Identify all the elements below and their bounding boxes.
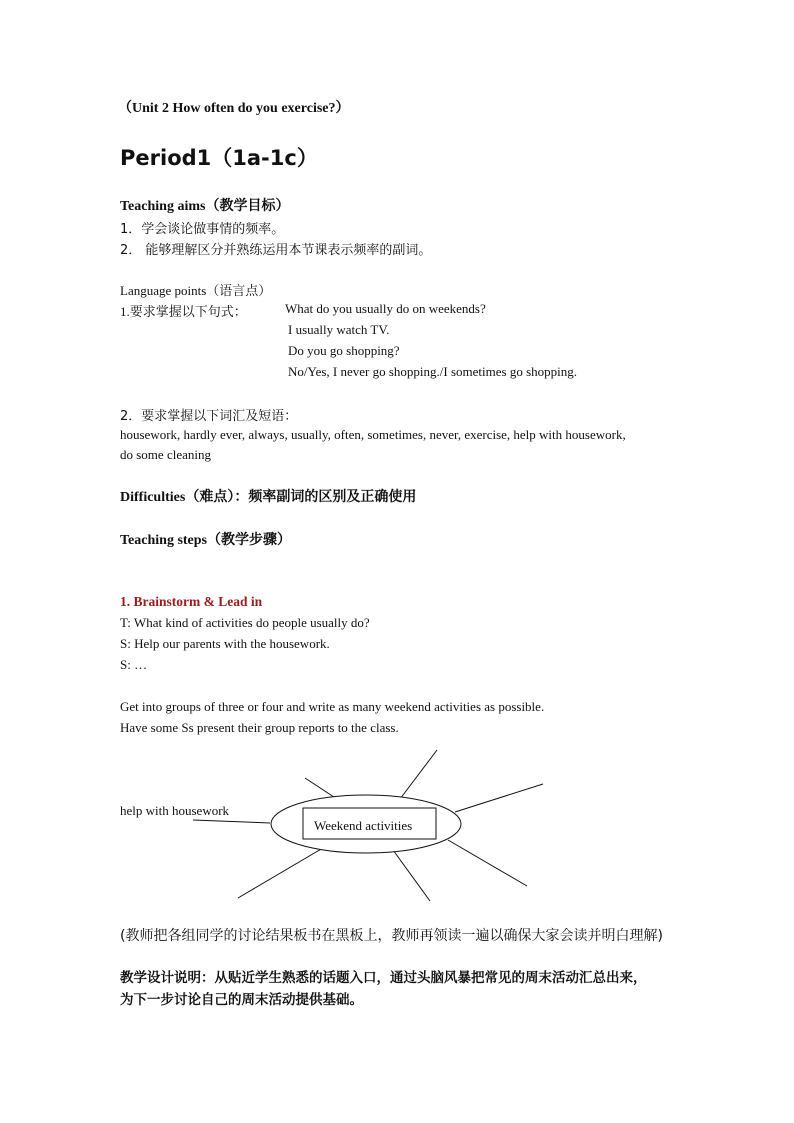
vocab-line-1: housework, hardly ever, always, usually, often, sometimes, never, exercise, help with housework,: [120, 427, 626, 442]
sentence-4: No/Yes, I never go shopping./I sometimes go shopping.: [288, 364, 578, 379]
teaching-aims-heading: Teaching aims（教学目标）: [120, 199, 290, 214]
mindmap-branch-top: [400, 750, 437, 799]
unit-title: （Unit 2 How often do you exercise?）: [118, 101, 350, 116]
sentence-2: I usually watch TV.: [288, 322, 390, 337]
language-points-heading: Language points（语言点）: [120, 283, 272, 298]
dialogue-line-3: S: …: [120, 657, 148, 672]
mindmap-branch-label: help with housework: [120, 803, 230, 818]
difficulties-label: Difficulties（难点）：: [120, 490, 249, 505]
period-title: Period1（1a-1c）: [120, 146, 318, 170]
mindmap-branch-bottom: [393, 850, 430, 901]
mindmap-branch-bottom-left: [238, 845, 328, 898]
mindmap-branch-bottom-right: [448, 840, 527, 886]
language-points-item1-label: 1.要求掌握以下句式：: [120, 304, 247, 319]
vocab-line-2: do some cleaning: [120, 447, 211, 462]
dialogue-line-1: T: What kind of activities do people usually do?: [120, 615, 370, 630]
instruction-line-2: Have some Ss present their group reports to the class.: [120, 720, 399, 735]
dialogue-line-2: S: Help our parents with the housework.: [120, 636, 330, 651]
design-note-line-1: 教学设计说明：从贴近学生熟悉的话题入口，通过头脑风暴把常见的周末活动汇总出来，: [120, 970, 647, 986]
teaching-aim-1: 1．学会谈论做事情的频率。: [120, 222, 285, 237]
step1-heading: 1. Brainstorm & Lead in: [120, 594, 263, 609]
difficulties-content: 频率副词的区别及正确使用: [248, 489, 417, 505]
teaching-aim-2: 2． 能够理解区分并熟练运用本节课表示频率的副词。: [120, 243, 432, 258]
sentence-1: What do you usually do on weekends?: [285, 301, 486, 316]
design-note-line-2: 为下一步讨论自己的周末活动提供基础。: [120, 992, 363, 1008]
instruction-line-1: Get into groups of three or four and write as many weekend activities as possible.: [120, 699, 545, 714]
mindmap-branch-left: [193, 820, 270, 823]
sentence-3: Do you go shopping?: [288, 343, 400, 358]
language-points-item2-label: 2．要求掌握以下词汇及短语：: [120, 409, 298, 424]
teacher-note: (教师把各组同学的讨论结果板书在黑板上，教师再领读一遍以确保大家会读并明白理解): [120, 928, 663, 944]
mindmap-center-label: Weekend activities: [314, 818, 413, 833]
mindmap-branch-right: [455, 784, 543, 812]
teaching-steps-heading: Teaching steps（教学步骤）: [120, 533, 292, 548]
